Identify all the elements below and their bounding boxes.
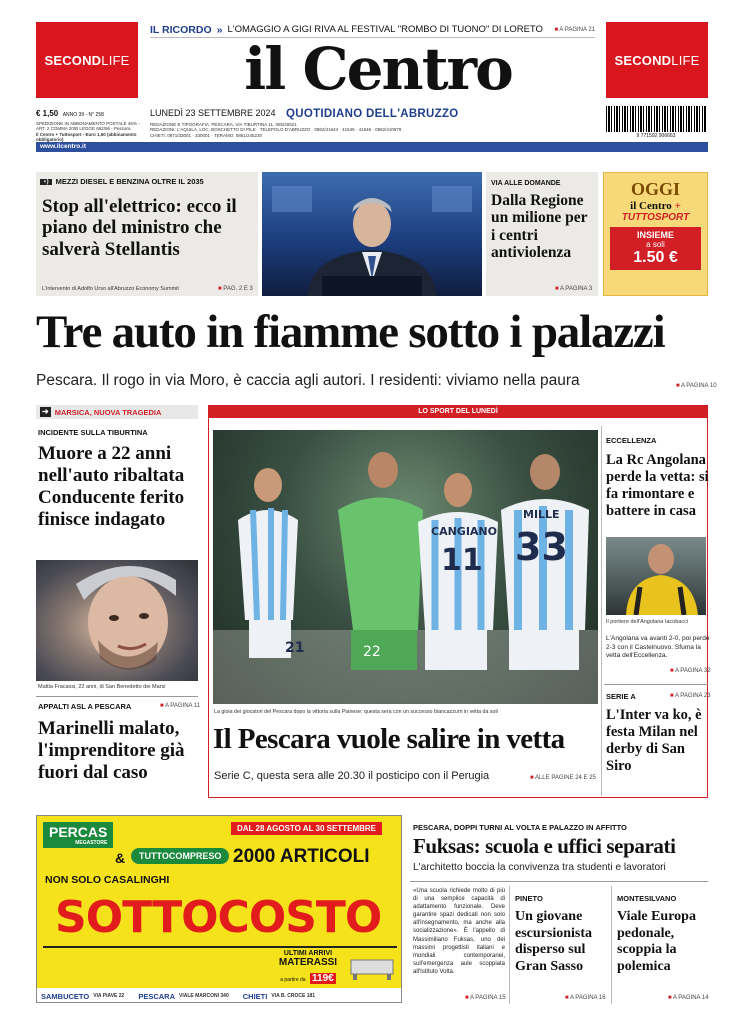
right-page: ■ A PAGINA 3: [555, 286, 592, 292]
shirt-21: 21: [285, 640, 305, 656]
ad-divider: [43, 946, 397, 948]
lead-kicker-text: MEZZI DIESEL E BENZINA OLTRE IL 2035: [55, 177, 204, 186]
incidente-headline[interactable]: Muore a 22 anni nell'auto ribaltata Conducente ferito finisce indagato: [38, 443, 185, 530]
oggi-promo[interactable]: [603, 172, 708, 296]
ad-arrivi: ULTIMI ARRIVI: [283, 950, 333, 957]
ad-ampersand: &: [115, 850, 126, 866]
price-block: [36, 103, 146, 143]
left-divider: [36, 696, 198, 697]
fuksas-page: ■ A PAGINA 15: [465, 995, 506, 1001]
fuksas-headline[interactable]: Fuksas: scuola e uffici separati: [413, 834, 676, 858]
right-headline[interactable]: Dalla Regione un milione per i centri antiviolenza: [491, 192, 588, 262]
ad-mat-price: 119€: [312, 973, 334, 984]
sport-side-rule: [604, 684, 708, 685]
fuksas-subhead: L'architetto boccia la convivenza tra studenti e lavoratori: [413, 862, 666, 873]
minister-photo: [262, 172, 482, 296]
shirt-33: 33: [515, 525, 568, 569]
ad-apartire: a partire da: [280, 977, 306, 983]
postal-info: SPEDIZIONE IN ABBONAMENTO POSTALE 45% - ART. 2 COMMA 20/B LEGGE 662/96 - Pescara: [36, 121, 140, 132]
lead-kicker: [40, 177, 255, 186]
secondlife-right-word1: SECOND: [614, 52, 672, 68]
store-sambuceto: SAMBUCETO: [41, 991, 90, 1001]
sport-page: ■ ALLE PAGINE 24 E 25: [530, 775, 596, 781]
seriea-page: ■ A PAGINA 23: [670, 693, 711, 699]
pineto-page: ■ A PAGINA 16: [565, 995, 606, 1001]
oggi-title: OGGI: [630, 179, 680, 199]
oggi-price-box: [610, 227, 701, 270]
secondlife-left-word2: LIFE: [101, 52, 130, 68]
lead-headline[interactable]: Stop all'elettrico: ecco il piano del ministro che salverà Stellantis: [42, 196, 237, 260]
shirt-11: 11: [441, 543, 483, 578]
main-page: ■ A PAGINA 10: [676, 383, 717, 389]
sport-bar: LO SPORT DEL LUNEDÌ: [208, 405, 708, 418]
ad-materassi-block: [273, 950, 343, 986]
percas-megastore: MEGASTORE: [75, 840, 108, 846]
oggi-brand-tuttosport: TUTTOSPORT: [621, 212, 690, 223]
issue-date: LUNEDÌ 23 SETTEMBRE 2024: [150, 108, 276, 118]
right-kicker: VIA ALLE DOMANDE: [491, 180, 561, 187]
minister-figure: [262, 172, 482, 296]
secondlife-ad-right[interactable]: [606, 22, 708, 98]
appalti-kicker: APPALTI ASL A PESCARA: [38, 702, 132, 711]
players-figures: [213, 430, 598, 704]
lead-page: ■ PAG. 2 E 3: [218, 286, 253, 292]
redazione-block: [150, 122, 595, 138]
bundle-info: Il Centro + Tuttosport - Euro 1,50 (abbinamento obbligatorio): [36, 131, 137, 143]
sport-side-divider: [601, 426, 602, 796]
victim-caption: Mattia Fracassi, 22 anni, di San Benedetto dei Marsi: [38, 684, 166, 690]
website-link[interactable]: www.ilcentro.it: [40, 143, 86, 150]
main-headline[interactable]: Tre auto in fiamme sotto i palazzi: [36, 306, 665, 358]
ad-materassi: MATERASSI: [278, 957, 338, 968]
mattress-icon: [349, 952, 395, 982]
website-bar[interactable]: [36, 142, 708, 152]
eccellenza-text: L'Angolana va avanti 2-0, poi perde 2-3 con il Castelnuovo. Sfuma la vetta dell'Eccellenza.: [606, 635, 710, 660]
shirt-22: 22: [363, 644, 381, 660]
redazione-line1: REDAZIONE E TIPOGRAFIA: PESCARA, VIA TIBURTINA 11, 085/20521: [150, 122, 297, 127]
seriea-kicker: SERIE A: [606, 692, 636, 701]
bottom-divider-2: [611, 886, 612, 1004]
price: € 1,50: [36, 109, 59, 118]
eccellenza-kicker: ECCELLENZA: [606, 436, 657, 445]
bottom-divider-1: [509, 886, 510, 1004]
shirt-name-cangiano: CANGIANO: [431, 525, 497, 538]
goalkeeper-photo: [606, 537, 706, 615]
ad-sottocosto: SOTTOCOSTO: [55, 892, 382, 943]
pescara-players-photo: [213, 430, 598, 704]
marsica-section-label: MARSICA, NUOVA TRAGEDIA: [54, 407, 162, 417]
secondlife-ad-left[interactable]: [36, 22, 138, 98]
tagline: QUOTIDIANO DELL'ABRUZZO: [286, 108, 459, 120]
audio-icon: ◖): [40, 179, 52, 185]
seriea-headline[interactable]: L'Inter va ko, è festa Milan nel derby di San Siro: [606, 707, 702, 775]
shirt-name-mille: MILLE: [523, 508, 560, 521]
eccellenza-page: ■ A PAGINA 32: [670, 668, 711, 674]
barcode: [606, 106, 706, 132]
ad-dates: DAL 28 AGOSTO AL 30 SETTEMBRE: [231, 822, 382, 835]
percas-ad[interactable]: [36, 815, 402, 1003]
fuksas-kicker: PESCARA, DOPPI TURNI AL VOLTA E PALAZZO IN AFFITTO: [413, 823, 627, 832]
victim-photo: [36, 560, 198, 681]
oggi-plus: +: [674, 200, 681, 212]
oggi-brand1: il Centro: [630, 200, 672, 212]
secondlife-right-word2: LIFE: [671, 52, 700, 68]
double-chevron-icon: »: [216, 23, 223, 36]
percas-name: PERCAS: [49, 824, 108, 840]
store-chieti: CHIETI: [242, 991, 268, 1001]
eccellenza-headline[interactable]: La Rc Angolana perde la vetta: si fa rimontare e battere in casa: [606, 452, 709, 520]
tuttocompreso-logo: TUTTOCOMPRESO: [131, 848, 229, 864]
montesilvano-kicker: MONTESILVANO: [617, 894, 677, 903]
lead-caption: L'intervento di Adolfo Urso all'Abruzzo Economy Summit: [42, 286, 179, 292]
barcode-number: 9 771592 906663: [636, 133, 676, 139]
oggi-soli: a soli: [646, 240, 665, 249]
goalkeeper-caption: Il portiere dell'Angolana Iacobacci: [606, 619, 689, 625]
ad-articoli: 2000 ARTICOLI: [233, 846, 370, 867]
ad-nonsolo: NON SOLO CASALINGHI: [45, 874, 170, 886]
goalkeeper-figure: [606, 537, 706, 615]
montesilvano-page: ■ A PAGINA 14: [668, 995, 709, 1001]
marsica-section: [36, 405, 198, 419]
appalti-headline[interactable]: Marinelli malato, l'imprenditore già fuori dal caso: [38, 718, 185, 783]
sport-subhead: Serie C, questa sera alle 20.30 il posticipo con il Perugia: [214, 770, 490, 782]
main-subhead: Pescara. Il rogo in via Moro, è caccia agli autori. I residenti: viviamo nella paura: [36, 372, 580, 389]
montesilvano-headline[interactable]: Viale Europa pedonale, scoppia la polemica: [617, 909, 696, 974]
ricordo-label: IL RICORDO: [150, 23, 212, 36]
redazione-line2: REDAZIONI: L'AQUILA, LOC. BOSCHETTO DI PILE · TELEPOLO D'ABRUZZO · 0862/41644 · 41645 · 41646 · 0862/410979: [150, 127, 402, 133]
victim-figure: [36, 560, 198, 681]
store-pescara-address: VIALE MARCONI 340: [179, 993, 229, 999]
store-chieti-address: VIA B. CROCE 181: [271, 993, 316, 999]
arrow-right-icon: ➜: [42, 407, 49, 416]
appalti-page: ■ A PAGINA 11: [160, 703, 200, 709]
sport-photo-caption: La gioia dei giocatori del Pescara dopo la vittoria sulla Pianese: questa sera con un successo biancazzurri in vetta da soli: [214, 709, 498, 715]
fuksas-body: «Una scuola richiede molto di più di una semplice capacità di adattamento funzionale. Deve garantire spazi dedicati non solo all'insegnamento, ma anche alla socializzazione». È l'appello di Massimiliano Fuksas, uno dei massimi progettisti italiani e mondiali contemporanei, sull'emergenza aule scoppiata all'Istituto Volta.: [413, 888, 505, 975]
oggi-brand-ilcentro: [604, 200, 707, 212]
oggi-insieme: INSIEME: [636, 230, 674, 240]
fuksas-rule: [410, 881, 708, 882]
ricordo-text: L'OMAGGIO A GIGI RIVA AL FESTIVAL "ROMBO DI TUONO" DI LORETO: [227, 24, 543, 35]
issue-number: ANNO 39 - N° 258: [62, 112, 104, 118]
secondlife-left-word1: SECOND: [44, 52, 102, 68]
redazione-line3: CHIETI: 0871/33001 · 330001 · TERAMO: 0861/245230: [150, 132, 262, 138]
ad-store-bar: [37, 988, 402, 1003]
store-sambuceto-address: VIA PIAVE 22: [93, 993, 125, 999]
pineto-headline[interactable]: Un giovane escursionista disperso sul Gran Sasso: [515, 909, 592, 974]
store-pescara: PESCARA: [138, 991, 176, 1001]
incidente-kicker: INCIDENTE SULLA TIBURTINA: [38, 428, 148, 437]
oggi-price: 1.50 €: [633, 249, 678, 266]
pineto-kicker: PINETO: [515, 894, 543, 903]
percas-logo: [43, 822, 113, 848]
sport-headline[interactable]: Il Pescara vuole salire in vetta: [213, 723, 565, 755]
ricordo-page: ■ A PAGINA 21: [554, 27, 595, 33]
newspaper-logo[interactable]: il Centro: [244, 35, 512, 103]
